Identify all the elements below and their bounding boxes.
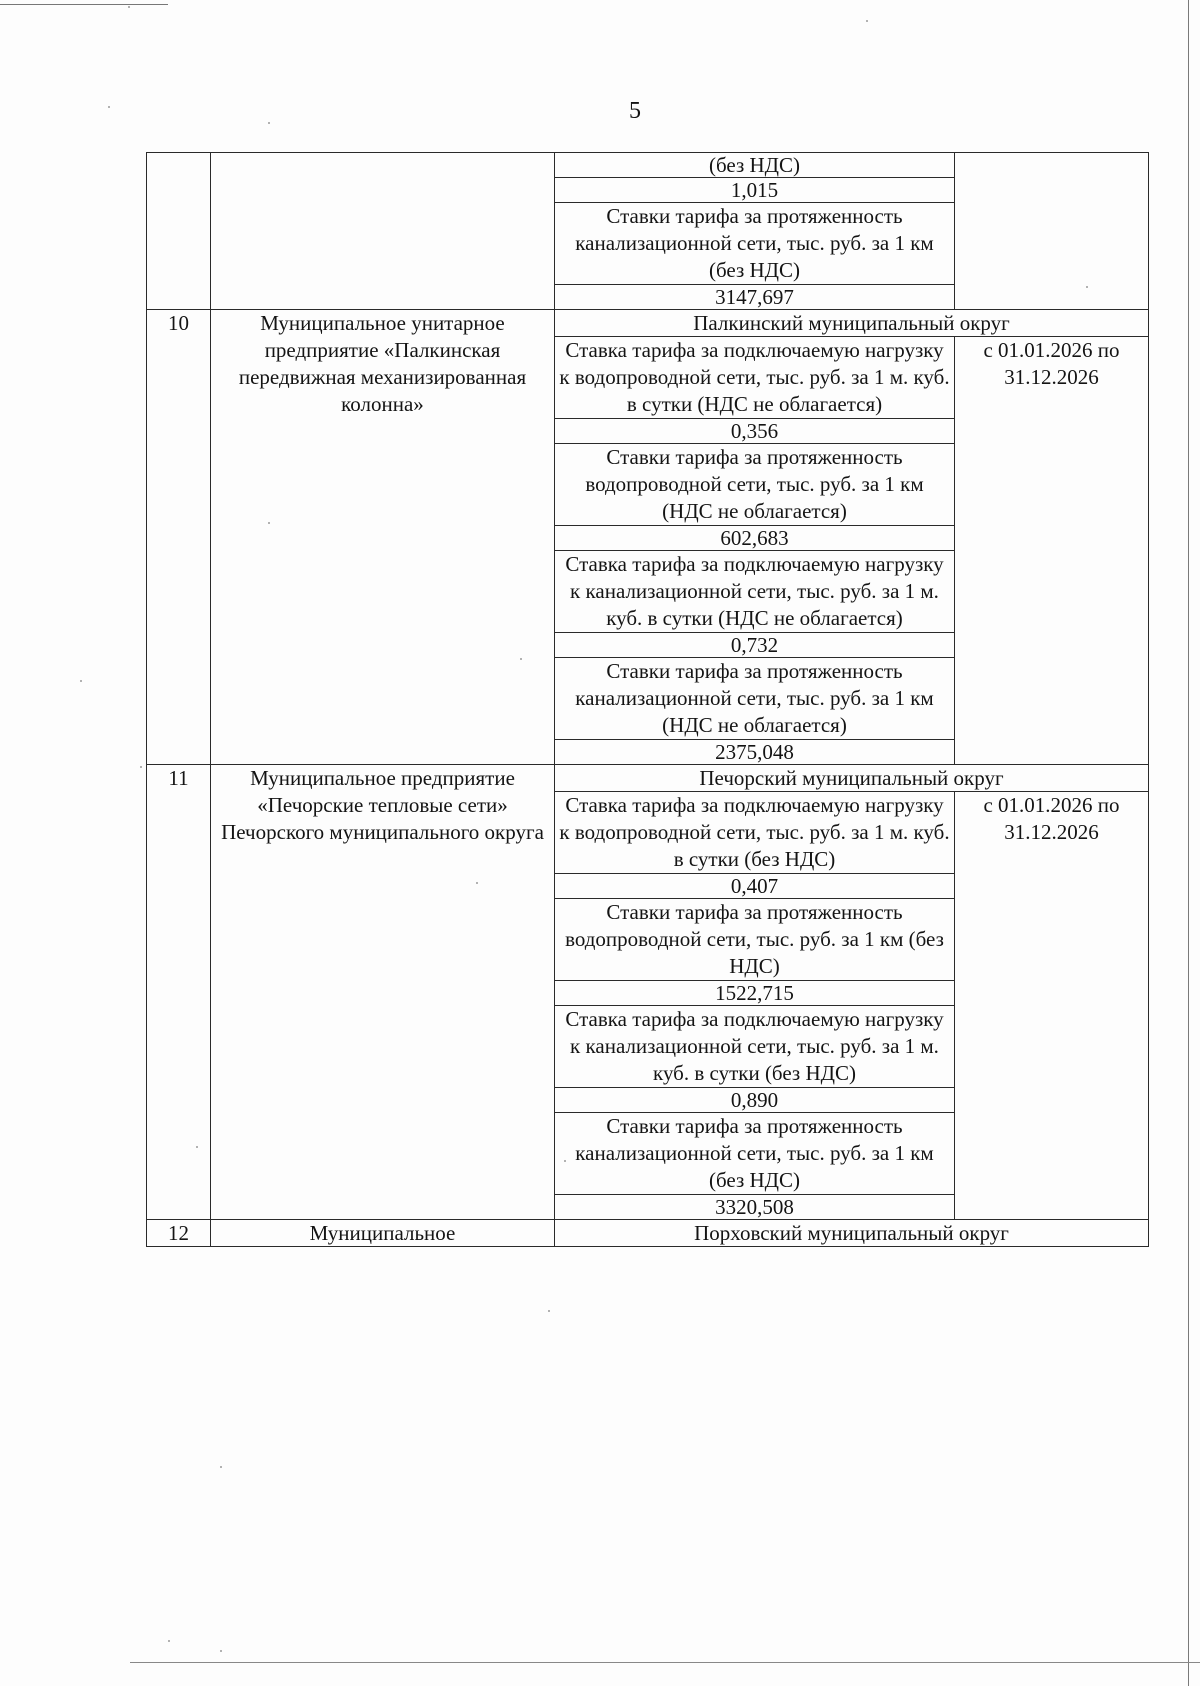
scan-speck [548,1310,550,1312]
region-cell: Палкинский муниципальный округ [555,310,1149,337]
organization-cell [211,153,555,310]
row-number-cell [147,153,211,310]
tariff-label-cell: Ставки тарифа за протяженность канализационной сети, тыс. руб. за 1 км (НДС не облагается) [555,658,955,740]
tariff-value-cell: 3320,508 [555,1195,955,1220]
tariff-value-cell: 3147,697 [555,285,955,310]
scan-speck [128,6,130,8]
page-number: 5 [629,98,641,124]
table-row [147,310,1149,337]
scan-speck [168,1640,170,1642]
scan-speck [564,1160,566,1162]
scan-speck [220,1466,222,1468]
tariff-label-cell: Ставка тарифа за подключаемую нагрузку к водопроводной сети, тыс. руб. за 1 м. куб. в сутки (НДС не облагается) [555,337,955,419]
scan-speck [108,106,110,108]
row-number-cell: 11 [147,765,211,1220]
scan-speck [196,1146,198,1148]
tariff-value-cell: 602,683 [555,526,955,551]
row-number-cell: 12 [147,1220,211,1247]
region-cell: Порховский муниципальный округ [555,1220,1149,1247]
scan-edge-right [1188,0,1189,1686]
tariff-label-cell: Ставка тарифа за подключаемую нагрузку к канализационной сети, тыс. руб. за 1 м. куб. в сутки (без НДС) [555,1006,955,1088]
tariff-label-cell: Ставка тарифа за подключаемую нагрузку к водопроводной сети, тыс. руб. за 1 м. куб. в сутки (без НДС) [555,792,955,874]
period-cell: с 01.01.2026 по 31.12.2026 [955,337,1149,765]
scan-speck [268,522,270,524]
scan-speck [80,680,82,682]
period-cell: с 01.01.2026 по 31.12.2026 [955,792,1149,1220]
scan-speck [1086,286,1088,288]
scan-edge-top [0,4,168,5]
tariff-value-cell: 0,407 [555,874,955,899]
scan-speck [268,122,270,124]
organization-cell: Муниципальное унитарное предприятие «Палкинская передвижная механизированная колонна» [211,310,555,765]
tariff-label-cell: Ставки тарифа за протяженность канализационной сети, тыс. руб. за 1 км (без НДС) [555,1113,955,1195]
organization-cell: Муниципальное предприятие «Печорские тепловые сети» Печорского муниципального округа [211,765,555,1220]
region-cell: Печорский муниципальный округ [555,765,1149,792]
tariff-label-cell: Ставки тарифа за протяженность канализационной сети, тыс. руб. за 1 км (без НДС) [555,203,955,285]
scan-speck [520,658,522,660]
tariff-value-cell: 0,890 [555,1088,955,1113]
tariff-value-cell: 0,732 [555,633,955,658]
period-cell [955,153,1149,310]
row-number-cell: 10 [147,310,211,765]
tariff-label-cell: Ставки тарифа за протяженность водопроводной сети, тыс. руб. за 1 км (без НДС) [555,899,955,981]
scan-speck [140,766,142,768]
scan-speck [866,20,868,22]
tariff-table [146,152,1149,1247]
tariff-value-cell: 2375,048 [555,740,955,765]
tariff-value-cell: 1,015 [555,178,955,203]
tariff-value-cell: 1522,715 [555,981,955,1006]
tariff-label-cell: (без НДС) [555,153,955,178]
organization-cell: Муниципальное [211,1220,555,1247]
table-row [147,153,1149,178]
tariff-label-cell: Ставки тарифа за протяженность водопроводной сети, тыс. руб. за 1 км (НДС не облагается) [555,444,955,526]
scan-speck [220,1650,222,1652]
table-row [147,1220,1149,1247]
tariff-label-cell: Ставка тарифа за подключаемую нагрузку к канализационной сети, тыс. руб. за 1 м. куб. в сутки (НДС не облагается) [555,551,955,633]
tariff-value-cell: 0,356 [555,419,955,444]
scan-edge-bottom [130,1662,1200,1663]
table-row [147,765,1149,792]
scan-speck [476,882,478,884]
